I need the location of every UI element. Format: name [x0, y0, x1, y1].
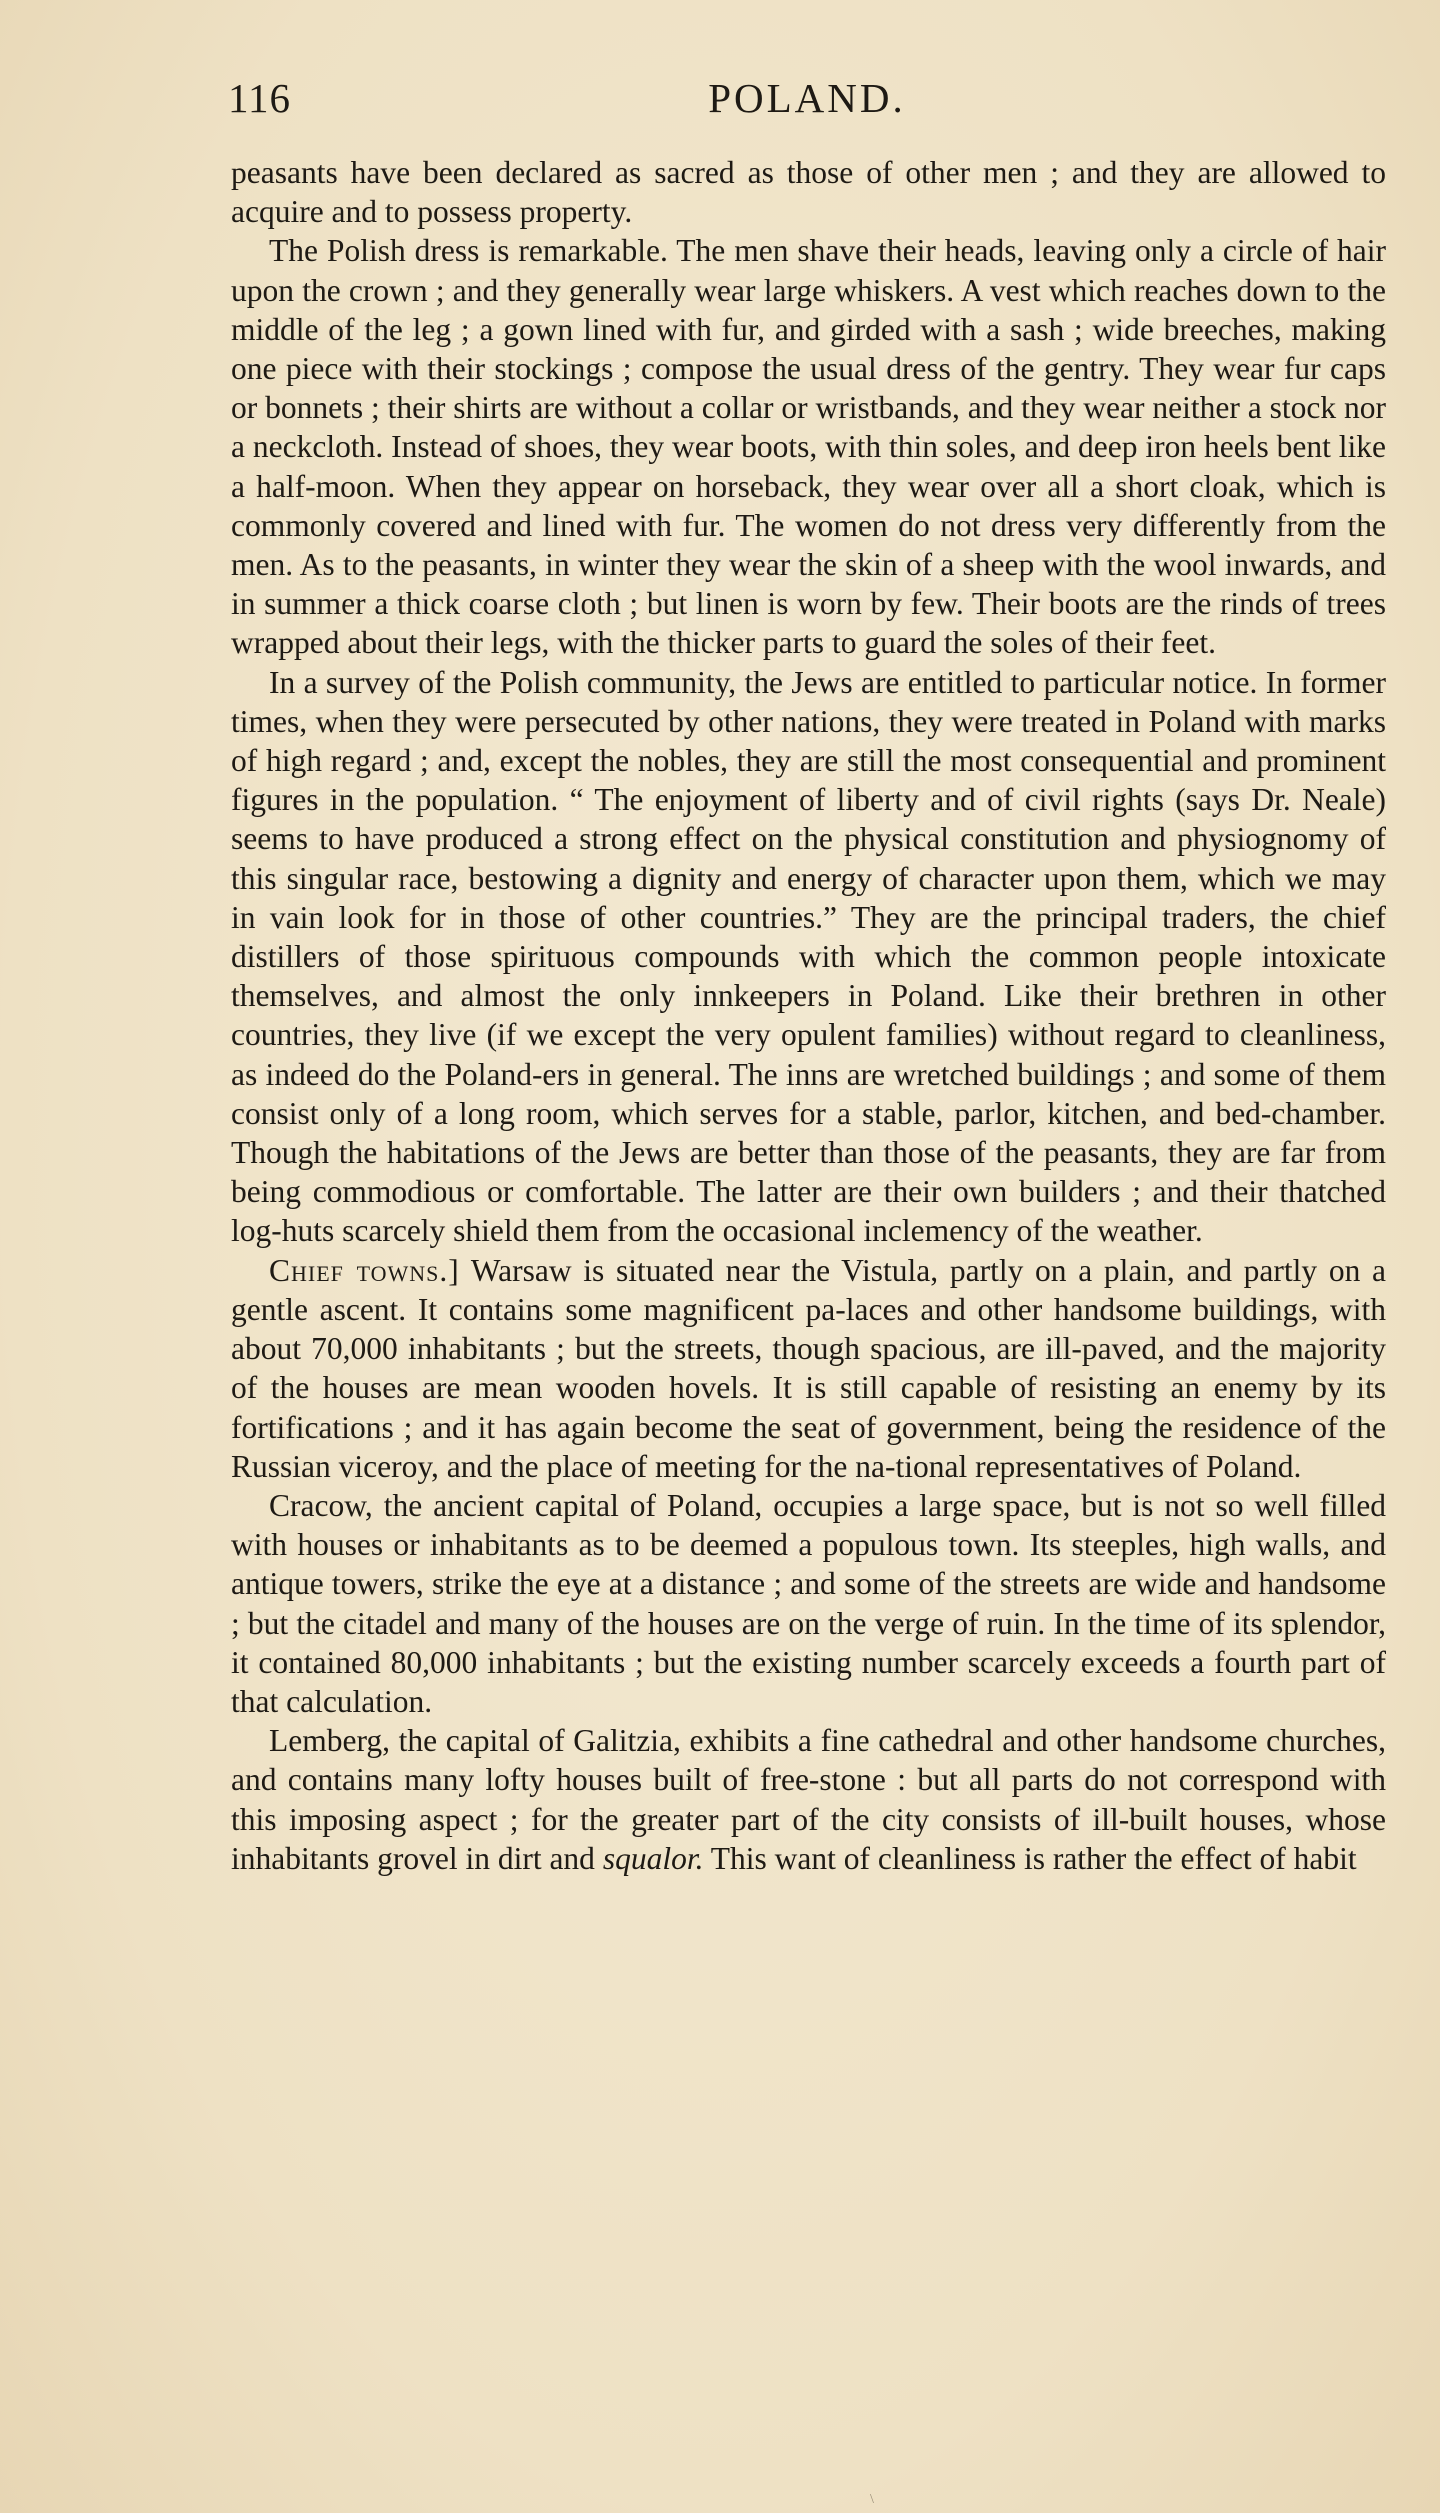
section-lead: Chief towns.]	[269, 1252, 460, 1288]
paragraph-jews	[231, 663, 1386, 1251]
paragraph-text: Warsaw is situated near the Vistula, partly on a plain, and partly on a gentle ascent. It contains some magnificent pa-laces and other handsome buildings, with about 70,000 inhabitants ; but the streets, though spacious, are ill-paved, and the majority of the houses are mean wooden hovels. It is still capable of resisting an enemy by its fortifications ; and it has again become the seat of government, being the residence of the Russian viceroy, and the place of meeting for the na-tional representatives of Poland.	[231, 1252, 1386, 1484]
stray-mark: \	[870, 2492, 874, 2507]
paragraph-tail: This want of cleanliness is rather the effect of habit	[710, 1840, 1357, 1876]
paragraph-peasants-continued	[231, 153, 1386, 231]
paragraph-text: Cracow, the ancient capital of Poland, occupies a large space, but is not so well filled with houses or inhabitants as to be deemed a populous town. Its steeples, high walls, and antique towers, strike the eye at a distance ; and some of the streets are wide and handsome ; but the citadel and many of the houses are on the verge of ruin. In the time of its splendor, it contained 80,000 inhabitants ; but the existing number scarcely exceeds a fourth part of that calculation.	[231, 1487, 1386, 1719]
paragraph-cracow	[231, 1486, 1386, 1721]
body-text	[231, 153, 1386, 1878]
running-head	[228, 74, 1386, 134]
paragraph-polish-dress	[231, 231, 1386, 662]
page-number: 116	[228, 75, 291, 121]
paragraph-text: peasants have been declared as sacred as those of other men ; and they are allowed to acquire and to possess property.	[231, 155, 1386, 230]
paragraph-text: The Polish dress is remarkable. The men shave their heads, leaving only a circle of hair upon the crown ; and they generally wear large whiskers. A vest which reaches down to the middle of the leg ; a gown lined with fur, and girded with a sash ; wide breeches, making one piece with their stockings ; compose the usual dress of the gentry. They wear fur caps or bonnets ; their shirts are without a collar or wristbands, and they wear neither a stock nor a neckcloth. Instead of shoes, they wear boots, with thin soles, and deep iron heels bent like a half-moon. When they appear on horseback, they wear over all a short cloak, which is commonly covered and lined with fur. The women do not dress very differently from the men. As to the peasants, in winter they wear the skin of a sheep with the wool inwards, and in summer a thick coarse cloth ; but linen is worn by few. Their boots are the rinds of trees wrapped about their legs, with the thicker parts to guard the soles of their feet.	[231, 233, 1386, 661]
paragraph-lemberg	[231, 1721, 1386, 1878]
paragraph-chief-towns-warsaw	[231, 1251, 1386, 1486]
paragraph-text: Lemberg, the capital of Galitzia, exhibits a fine cathedral and other handsome churches, and contains many lofty houses built of free-stone : but all parts do not correspond with this imposing aspect ; for the greater part of the city consists of ill-built houses, whose inhabitants grovel in dirt and	[231, 1723, 1386, 1876]
italic-emphasis: squalor.	[602, 1840, 704, 1876]
paragraph-text: In a survey of the Polish community, the Jews are entitled to particular notice. In former times, when they were persecuted by other nations, they were treated in Poland with marks of high regard ; and, except the nobles, they are still the most consequential and prominent figures in the population. “ The enjoyment of liberty and of civil rights (says Dr. Neale) seems to have produced a strong effect on the physical constitution and physiognomy of this singular race, bestowing a dignity and energy of character upon them, which we may in vain look for in those of other countries.” They are the principal traders, the chief distillers of those spirituous compounds with which the common people intoxicate themselves, and almost the only innkeepers in Poland. Like their brethren in other countries, they live (if we except the very opulent families) without regard to cleanliness, as indeed do the Poland-ers in general. The inns are wretched buildings ; and some of them consist only of a long room, which serves for a stable, parlor, kitchen, and bed-chamber. Though the habitations of the Jews are better than those of the peasants, they are far from being commodious or comfortable. The latter are their own builders ; and their thatched log-huts scarcely shield them from the occasional inclemency of the weather.	[231, 664, 1386, 1249]
page-title: POLAND.	[708, 75, 906, 121]
